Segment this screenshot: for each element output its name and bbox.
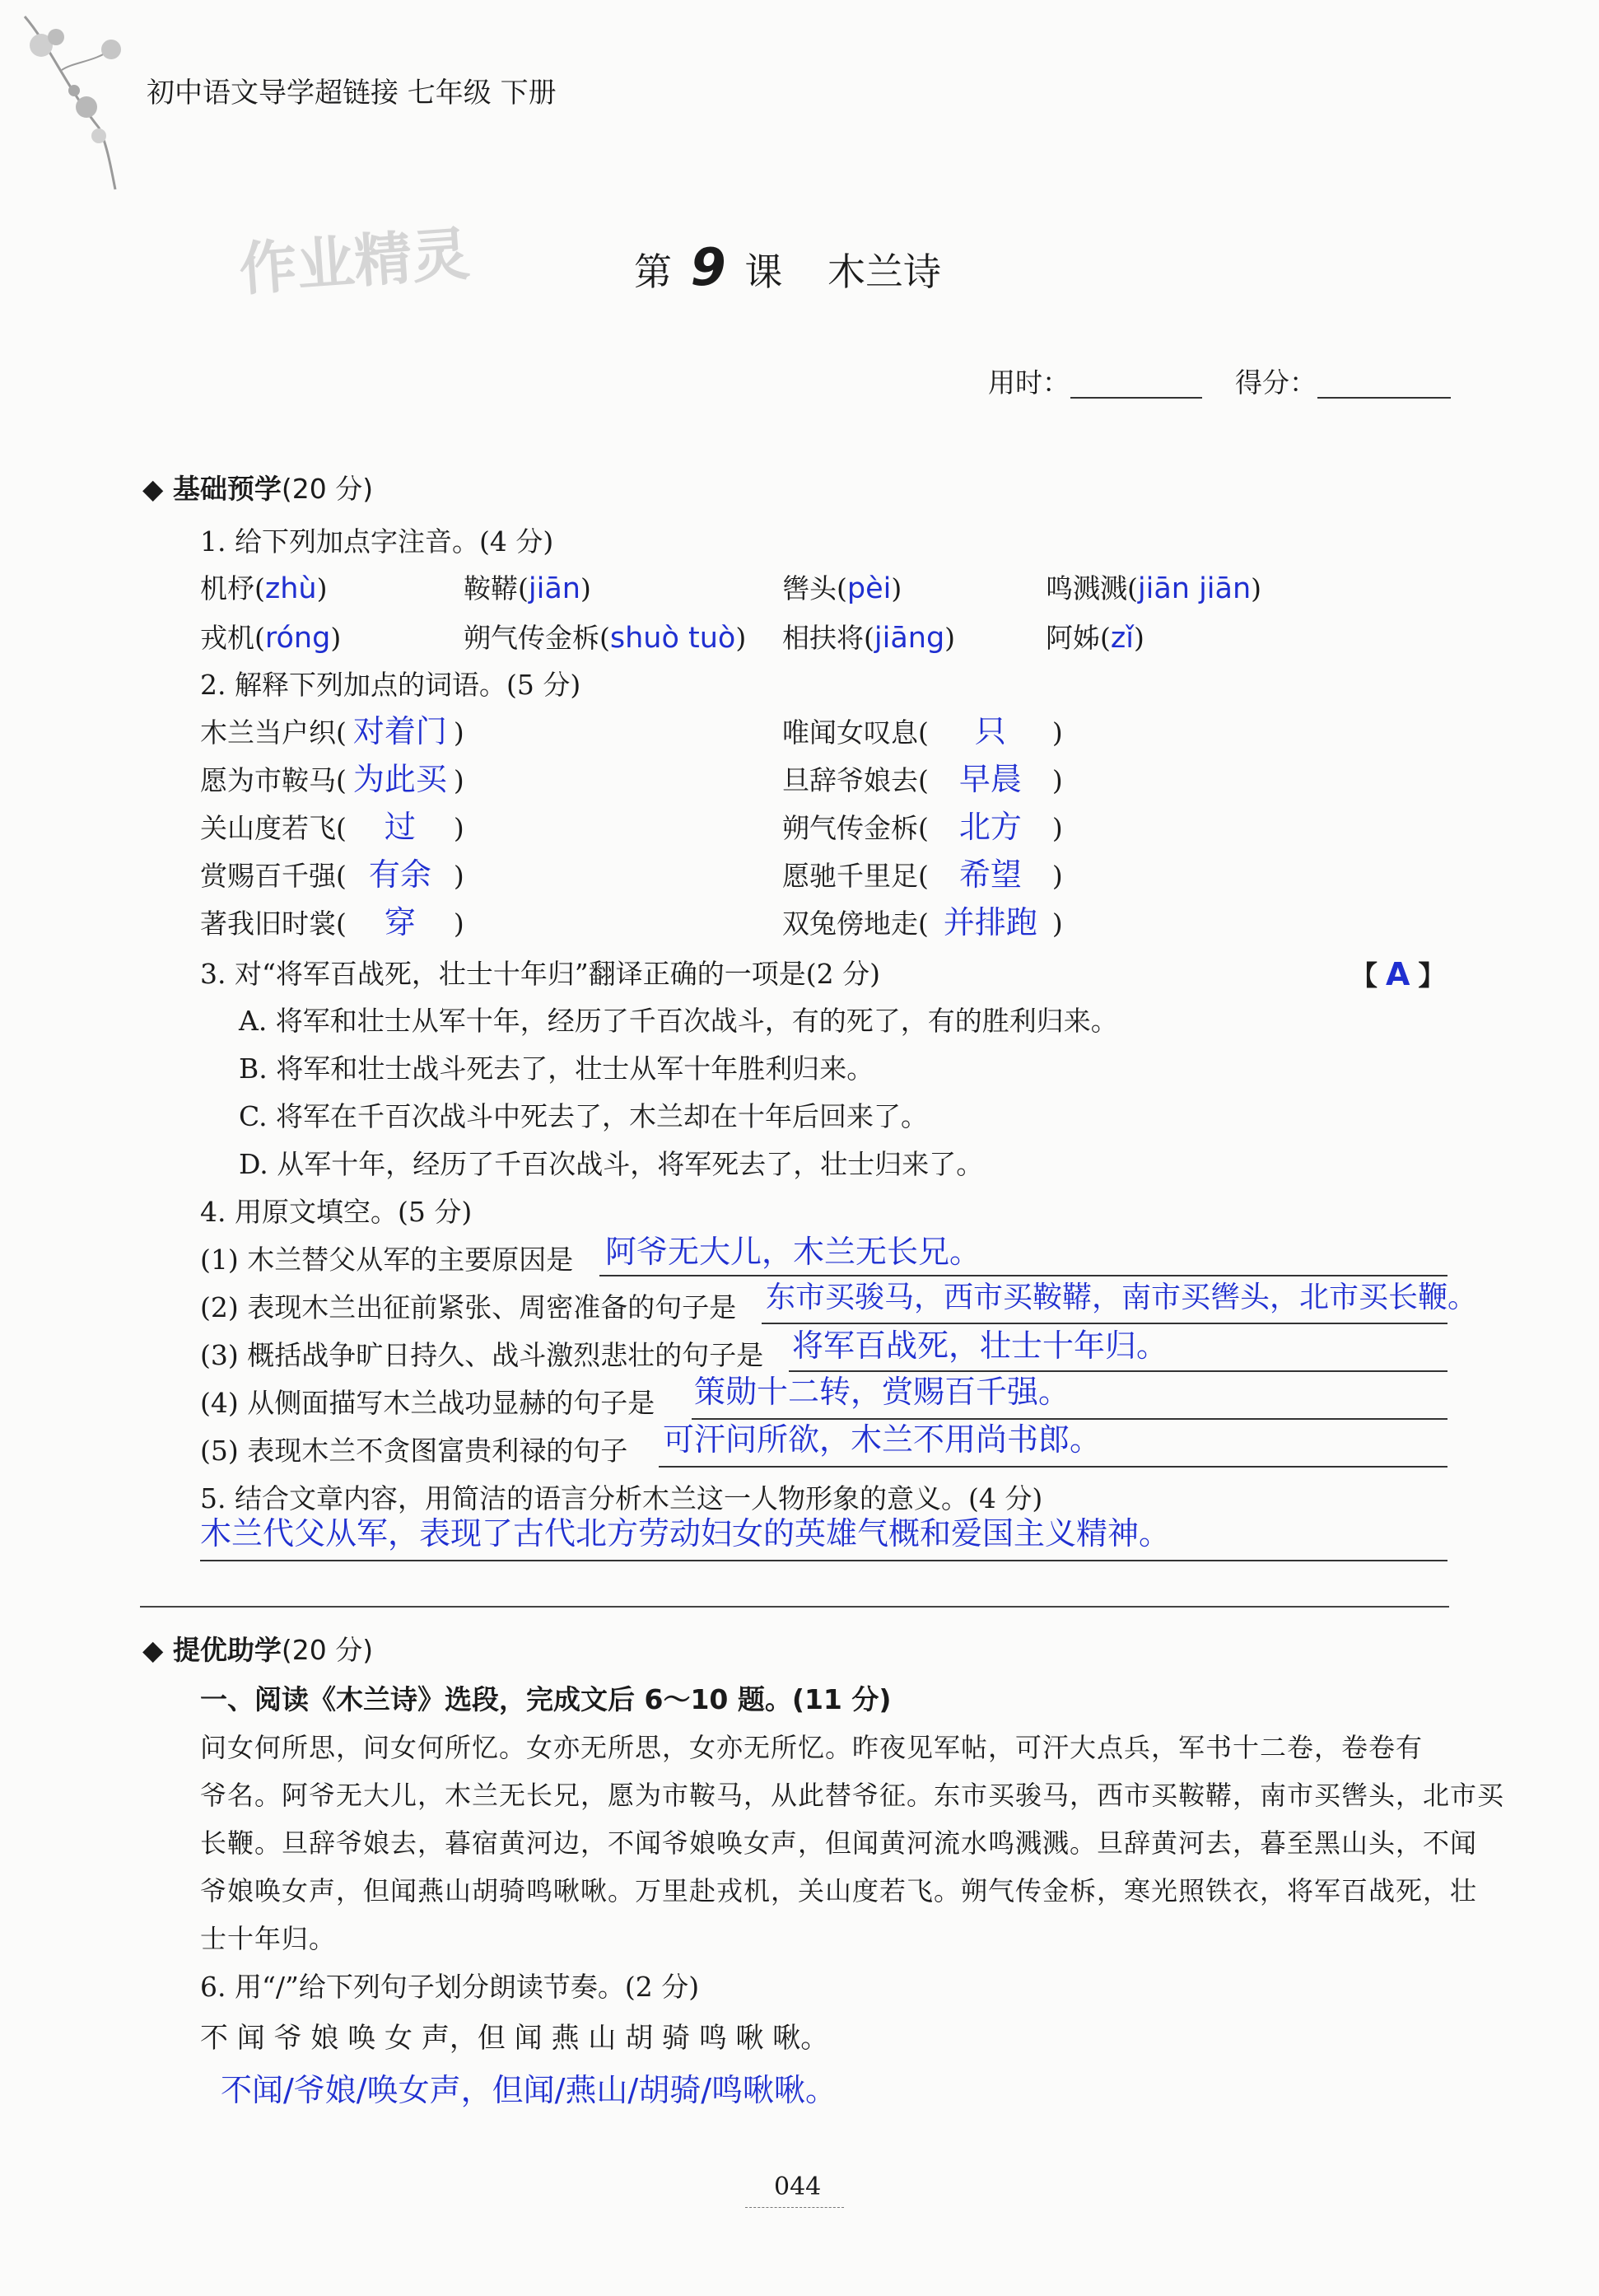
score-blank[interactable]	[1317, 397, 1451, 399]
answer-text: shuò tuò	[609, 622, 736, 655]
q2-item: 唯闻女叹息( 只 )	[782, 713, 1063, 749]
q4-prompt: (1) 木兰替父从军的主要原因是	[200, 1244, 574, 1276]
q3-stem: 3. 对“将军百战死，壮士十年归”翻译正确的一项是(2 分)	[200, 958, 880, 990]
q2-item: 双兔傍地走( 并排跑 )	[782, 904, 1063, 940]
answer-text: jiān jiān	[1137, 572, 1252, 605]
time-blank[interactable]	[1070, 397, 1202, 399]
diamond-icon: ◆	[142, 473, 173, 505]
q1-item: 鞍鞯(jiān)	[464, 572, 591, 605]
q1-stem: 1. 给下列加点字注音。(4 分)	[200, 525, 554, 558]
q2-item: 愿驰千里足( 希望 )	[782, 856, 1063, 893]
section2-heading	[142, 1629, 373, 1668]
q4-blank[interactable]	[692, 1418, 1447, 1420]
q5-stem: 5. 结合文章内容，用简洁的语言分析木兰这一人物形象的意义。(4 分)	[200, 1482, 1043, 1514]
answer-text: 穿	[384, 904, 416, 940]
q4-prompt: (5) 表现木兰不贪图富贵利禄的句子	[200, 1435, 628, 1467]
lesson-number: 9	[690, 237, 726, 297]
q3-option: A. 将军和壮士从军十年，经历了千百次战斗，有的死了，有的胜利归来。	[239, 1005, 1118, 1037]
answer-text: zhù	[264, 572, 317, 605]
lesson-prefix: 第	[634, 250, 672, 294]
q3-option: D. 从军十年，经历了千百次战斗，将军死去了，壮士归来了。	[239, 1148, 984, 1180]
q4-stem: 4. 用原文填空。(5 分)	[200, 1196, 473, 1228]
q4-blank[interactable]	[762, 1323, 1447, 1324]
q2-item: 木兰当户织( 对着门 )	[200, 713, 464, 749]
answer-text: 策勋十二转，赏赐百千强。	[694, 1374, 1070, 1410]
section1-points: (20 分)	[281, 473, 374, 505]
q2-item: 朔气传金柝( 北方 )	[782, 809, 1063, 845]
score-label: 得分：	[1235, 366, 1317, 399]
q2-stem: 2. 解释下列加点的词语。(5 分)	[200, 669, 581, 701]
passage-line: 爷名。阿爷无大儿，木兰无长兄，愿为市鞍马，从此替爷征。东市买骏马，西市买鞍鞯，南市买辔头，北市买	[200, 1780, 1505, 1811]
answer-text: 可汗问所欲，木兰不用尚书郎。	[663, 1421, 1102, 1458]
answer-text: 将军百战死，壮士十年归。	[792, 1328, 1168, 1364]
diamond-icon: ◆	[142, 1634, 173, 1666]
passage-line: 士十年归。	[200, 1923, 337, 1954]
answer-text: 不闻/爷娘/唤女声，但闻/燕山/胡骑/鸣啾啾。	[221, 2072, 837, 2108]
page-number-underline	[745, 2207, 844, 2208]
q2-item: 愿为市鞍马( 为此买 )	[200, 761, 464, 797]
lesson-title	[634, 237, 941, 297]
q3-option: B. 将军和壮士战斗死去了，壮士从军十年胜利归来。	[239, 1052, 874, 1085]
q3-option: C. 将军在千百次战斗中死去了，木兰却在十年后回来了。	[239, 1100, 929, 1132]
passage-line: 问女何所思，问女何所忆。女亦无所思，女亦无所忆。昨夜见军帖，可汗大点兵，军书十二卷，卷卷有	[200, 1732, 1424, 1763]
q1-item: 相扶将(jiāng)	[782, 622, 956, 655]
q1-item: 朔气传金柝(shuò tuò)	[464, 622, 747, 655]
answer-text: jiāng	[874, 622, 945, 655]
q1-item: 鸣溅溅(jiān jiān)	[1046, 572, 1262, 605]
q1-item: 戎机(róng)	[200, 622, 342, 655]
answer-text: 木兰代父从军，表现了古代北方劳动妇女的英雄气概和爱国主义精神。	[200, 1515, 1171, 1552]
answer-text: 并排跑	[943, 904, 1037, 940]
section1-title: 基础预学	[172, 473, 282, 505]
q5-blank[interactable]	[200, 1560, 1447, 1561]
q2-item: 旦辞爷娘去( 早晨 )	[782, 761, 1063, 797]
q2-item: 赏赐百千强( 有余 )	[200, 856, 464, 893]
time-label: 用时：	[988, 366, 1070, 399]
answer-text: 过	[384, 809, 416, 845]
q1-item: 辔头(pèi)	[782, 572, 902, 605]
q3-answer-bracket: 【 A 】	[1350, 956, 1446, 992]
q1-item: 机杼(zhù)	[200, 572, 328, 605]
section2-title: 提优助学	[172, 1634, 282, 1666]
q4-blank[interactable]	[599, 1275, 1447, 1276]
book-title: 初中语文导学超链接 七年级 下册	[147, 77, 557, 110]
answer-text: 早晨	[958, 761, 1022, 797]
answer-text: zǐ	[1110, 622, 1134, 655]
answer-text: 北方	[958, 809, 1022, 845]
q1-item: 阿姊(zǐ)	[1046, 622, 1144, 655]
watermark: 作业精灵	[236, 220, 472, 304]
answer-text: pèi	[846, 572, 892, 605]
answer-text: A	[1386, 956, 1410, 992]
section1-heading	[142, 468, 373, 506]
passage-line: 爷娘唤女声，但闻燕山胡骑鸣啾啾。万里赴戎机，关山度若飞。朔气传金柝，寒光照铁衣，将军百战死，壮	[200, 1875, 1478, 1906]
branch-decoration-icon	[16, 12, 124, 194]
answer-text: 为此买	[352, 761, 447, 797]
reading-title: 一、阅读《木兰诗》选段，完成文后 6～10 题。(11 分)	[200, 1683, 892, 1715]
q6-sentence: 不 闻 爷 娘 唤 女 声，但 闻 燕 山 胡 骑 鸣 啾 啾。	[200, 2022, 829, 2055]
answer-text: 希望	[958, 856, 1022, 893]
q4-prompt: (4) 从侧面描写木兰战功显赫的句子是	[200, 1387, 655, 1419]
answer-text: róng	[264, 622, 331, 655]
lesson-name: 木兰诗	[827, 250, 942, 294]
passage-line: 长鞭。旦辞爷娘去，暮宿黄河边，不闻爷娘唤女声，但闻黄河流水鸣溅溅。旦辞黄河去，暮至黑山头，不闻	[200, 1827, 1478, 1859]
section-divider	[140, 1606, 1449, 1608]
page-number: 044	[774, 2172, 822, 2201]
answer-text: 有余	[368, 856, 431, 893]
q4-blank[interactable]	[659, 1466, 1447, 1468]
answer-text: 对着门	[352, 713, 447, 749]
q2-item: 著我旧时裳( 穿 )	[200, 904, 464, 940]
answer-text: 只	[974, 713, 1006, 749]
q6-stem: 6. 用“/”给下列句子划分朗读节奏。(2 分)	[200, 1971, 700, 2003]
answer-text: 阿爷无大儿，木兰无长兄。	[605, 1234, 981, 1270]
answer-text: jiān	[528, 572, 580, 605]
q4-blank[interactable]	[789, 1370, 1447, 1372]
section2-points: (20 分)	[281, 1634, 374, 1666]
answer-text: 东市买骏马，西市买鞍鞯，南市买辔头，北市买长鞭。	[766, 1281, 1478, 1314]
q4-prompt: (2) 表现木兰出征前紧张、周密准备的句子是	[200, 1291, 737, 1323]
lesson-suffix: 课	[744, 250, 783, 294]
q4-prompt: (3) 概括战争旷日持久、战斗激烈悲壮的句子是	[200, 1339, 764, 1371]
q2-item: 关山度若飞( 过 )	[200, 809, 464, 845]
